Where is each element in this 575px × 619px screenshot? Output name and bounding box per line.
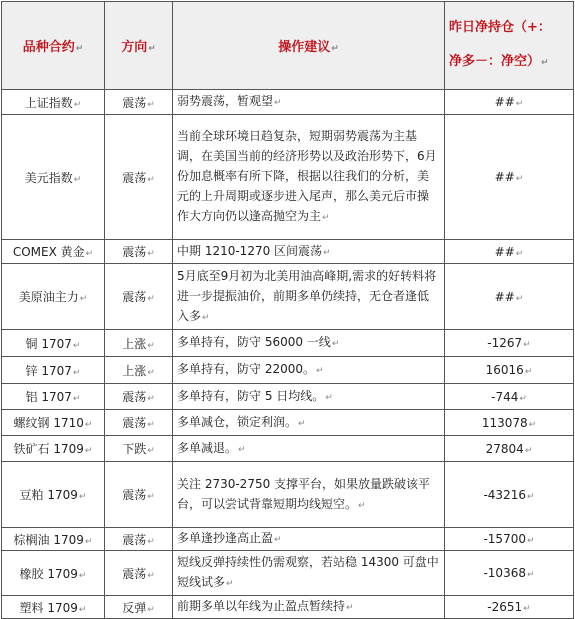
table-row: [2, 115, 574, 240]
variety-cell: 螺纹钢 1710↵: [2, 410, 105, 436]
direction-cell: 震荡↵: [105, 384, 173, 410]
variety-cell: 美元指数↵: [2, 115, 105, 240]
advice-cell: 多单逢抄逢高止盈↵: [173, 528, 445, 551]
advice-cell: 多单持有，防守 56000 一线↵: [173, 330, 445, 357]
position-cell: 113078↵: [445, 410, 574, 436]
position-cell: -10368↵: [445, 551, 574, 596]
header-row: [2, 2, 574, 90]
variety-cell: 铁矿石 1709↵: [2, 436, 105, 462]
table-row: [2, 436, 574, 462]
direction-cell: 震荡↵: [105, 410, 173, 436]
table-row: [2, 596, 574, 619]
variety-cell: 塑料 1709↵: [2, 596, 105, 619]
direction-cell: 震荡↵: [105, 528, 173, 551]
direction-cell: 上涨↵: [105, 357, 173, 384]
table-row: [2, 90, 574, 115]
advice-cell: 当前全球环境日趋复杂，短期弱势震荡为主基调，在美国当前的经济形势以及政治形势下，6月份加息概率有所下降，根据以往我们的分析，美元的上升周期或逐步进入尾声，那么美元后市操作大方向仍以逢高抛空为主↵: [173, 115, 445, 240]
direction-cell: 上涨↵: [105, 330, 173, 357]
direction-cell: 震荡↵: [105, 90, 173, 115]
advice-cell: 多单持有，防守 5 日均线。↵: [173, 384, 445, 410]
table-row: [2, 240, 574, 264]
direction-cell: 下跌↵: [105, 436, 173, 462]
variety-cell: 上证指数↵: [2, 90, 105, 115]
table-row: [2, 264, 574, 330]
variety-cell: 豆粕 1709↵: [2, 462, 105, 528]
variety-cell: 棕榈油 1709↵: [2, 528, 105, 551]
table-row: [2, 410, 574, 436]
table-row: [2, 551, 574, 596]
header-variety: 品种合约↵: [2, 2, 105, 90]
header-direction: 方向↵: [105, 2, 173, 90]
table-row: [2, 357, 574, 384]
position-cell: ##↵: [445, 90, 574, 115]
position-cell: ##↵: [445, 264, 574, 330]
variety-cell: COMEX 黄金↵: [2, 240, 105, 264]
position-cell: ##↵: [445, 240, 574, 264]
position-cell: ##↵: [445, 115, 574, 240]
position-cell: -43216↵: [445, 462, 574, 528]
direction-cell: 震荡↵: [105, 462, 173, 528]
direction-cell: 震荡↵: [105, 264, 173, 330]
table-row: [2, 384, 574, 410]
advice-cell: 前期多单以年线为止盈点暂续持↵: [173, 596, 445, 619]
advice-cell: 多单减仓，锁定利润。↵: [173, 410, 445, 436]
position-cell: -744↵: [445, 384, 574, 410]
variety-cell: 美原油主力↵: [2, 264, 105, 330]
table-row: [2, 462, 574, 528]
direction-cell: 震荡↵: [105, 115, 173, 240]
table-row: [2, 330, 574, 357]
advice-cell: 多单持有，防守 22000。↵: [173, 357, 445, 384]
advice-cell: 中期 1210-1270 区间震荡↵: [173, 240, 445, 264]
position-cell: -1267↵: [445, 330, 574, 357]
advice-cell: 短线反弹持续性仍需观察，若站稳 14300 可盘中短线试多↵: [173, 551, 445, 596]
variety-cell: 铝 1707↵: [2, 384, 105, 410]
direction-cell: 震荡↵: [105, 551, 173, 596]
variety-cell: 橡胶 1709↵: [2, 551, 105, 596]
position-cell: -2651↵: [445, 596, 574, 619]
advice-cell: 关注 2730-2750 支撑平台，如果放量跌破该平台，可以尝试背靠短期均线短空。↵: [173, 462, 445, 528]
header-net-position: 昨日净持仓（+： 净多－：净空）↵: [445, 2, 574, 90]
table-row: [2, 528, 574, 551]
advice-cell: 弱势震荡，暂观望↵: [173, 90, 445, 115]
variety-cell: 锌 1707↵: [2, 357, 105, 384]
position-cell: 16016↵: [445, 357, 574, 384]
advice-cell: 5月底至9月初为北美用油高峰期,需求的好转料将进一步提振油价，前期多单仍续持，无仓者逢低入多↵: [173, 264, 445, 330]
variety-cell: 铜 1707↵: [2, 330, 105, 357]
direction-cell: 震荡↵: [105, 240, 173, 264]
position-cell: 27804↵: [445, 436, 574, 462]
header-advice: 操作建议↵: [173, 2, 445, 90]
strategy-table: [1, 1, 574, 619]
position-cell: -15700↵: [445, 528, 574, 551]
direction-cell: 反弹↵: [105, 596, 173, 619]
advice-cell: 多单减退。↵: [173, 436, 445, 462]
